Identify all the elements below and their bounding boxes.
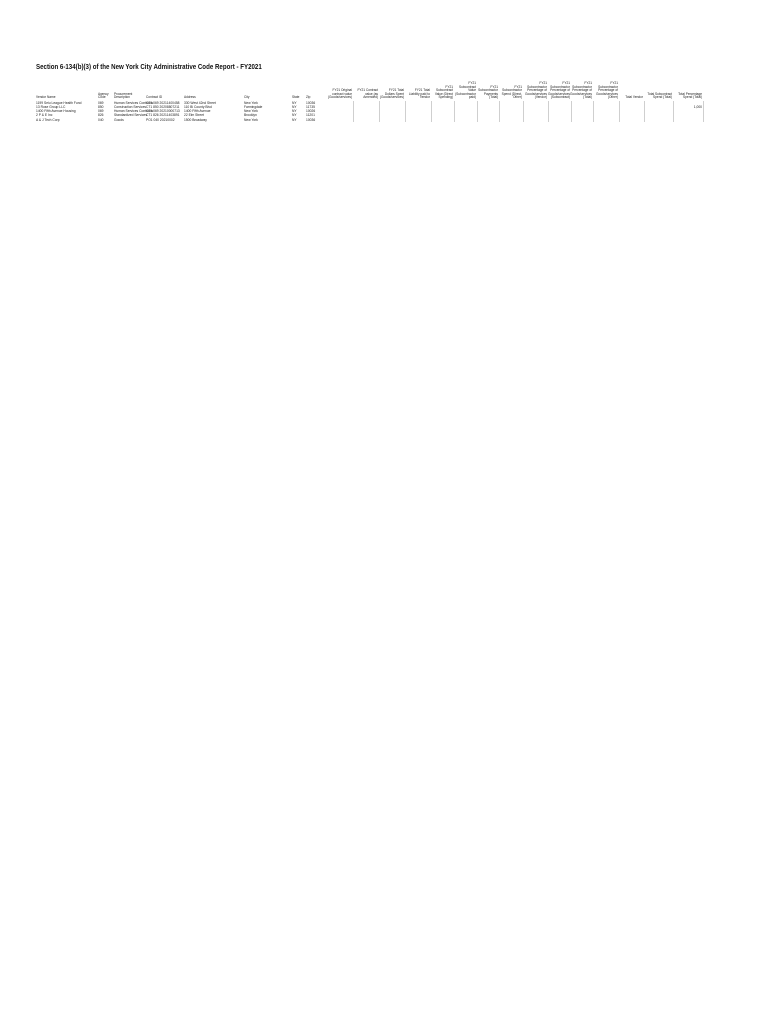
table-cell: 1400 Fifth Avenue Housing: [36, 109, 76, 114]
table-cell: NY: [292, 101, 297, 105]
column-divider: [477, 101, 478, 122]
table-cell: 13 Rose Group LLC: [36, 105, 66, 110]
table-cell: 22 Elm Street: [184, 113, 204, 118]
column-header: City: [244, 95, 250, 100]
column-header: FY21 Original contract value (Goods/services): [327, 88, 352, 100]
column-header: FY21 Subcontractor Payments (Total): [478, 84, 498, 100]
column-divider: [379, 101, 380, 122]
table-cell: A & J Tech Corp: [36, 117, 60, 122]
table-cell: 330 West 42nd Street: [184, 101, 216, 105]
table-cell: 11735: [306, 105, 315, 110]
column-header: Total Percentage Spend (Total): [678, 91, 702, 100]
column-divider: [673, 101, 674, 122]
table-cell: CT1 069 20210000713: [146, 109, 180, 114]
table-cell: 110 Bi County Blvd: [184, 105, 212, 110]
column-divider: [405, 101, 406, 122]
table-cell: 2 P & E Inc: [36, 113, 53, 118]
table-cell: 1199 Seiu League Health Fund: [36, 101, 82, 105]
column-header: FY21 Contract value (as Amended): [357, 88, 378, 100]
column-header: FY21 Subcontractor Percentage of Goods/services (Subcontract): [548, 81, 570, 100]
table-cell: 10036: [306, 117, 316, 122]
table-cell: 10036: [306, 101, 316, 105]
column-header: State: [292, 95, 300, 100]
table-cell: NY: [292, 109, 297, 114]
table-cell: New York: [244, 109, 258, 114]
column-divider: [548, 101, 549, 122]
table-cell: 1500 Broadway: [184, 117, 207, 122]
column-header: FY21 Subcontract Value (Direct Spending): [434, 84, 453, 100]
table-cell: Human Services Contracts: [114, 101, 154, 105]
column-header: FY21 Subcontract Value (Subcontractor paid): [455, 81, 476, 100]
table-cell: Goods: [114, 117, 124, 122]
column-header: Total Vendor: [625, 95, 643, 100]
table-cell: 1400 Fifth Avenue: [184, 109, 211, 114]
column-header: Procurement Description: [114, 91, 133, 100]
column-divider: [523, 101, 524, 122]
table-cell: 040: [98, 117, 104, 122]
table-cell: NY: [292, 113, 297, 118]
column-divider: [353, 101, 354, 122]
column-divider: [454, 101, 455, 122]
table-cell: Brooklyn: [244, 113, 257, 118]
data-table: [36, 101, 736, 122]
column-header: Contract ID: [146, 95, 163, 100]
column-divider: [703, 101, 704, 122]
column-divider: [499, 101, 500, 122]
table-cell: CT1 850 20208807211: [146, 105, 180, 110]
table-cell: CT1 069 20211400458: [146, 101, 180, 105]
table-cell: CT1 826 20211403891: [146, 113, 180, 118]
column-divider: [431, 101, 432, 122]
column-header: FY21 Total Dollars Spent (Goods/services): [379, 88, 404, 100]
table-cell: 850: [98, 105, 104, 110]
column-header: Address: [184, 95, 196, 100]
table-cell: New York: [244, 117, 258, 122]
column-header: Vendor Name: [36, 95, 56, 100]
column-divider: [593, 101, 594, 122]
table-cell: Farmingdale: [244, 105, 263, 110]
column-header: FY21 Subcontractor Percentage of Goods/services (Total): [570, 81, 592, 100]
column-header: Agency Code: [98, 91, 109, 100]
column-divider: [644, 101, 645, 122]
table-cell: 10026: [306, 109, 316, 114]
table-cell: 826: [98, 113, 104, 118]
table-cell: Standardized Services: [114, 113, 147, 118]
column-divider: [619, 101, 620, 122]
table-cell: New York: [244, 101, 258, 105]
table-cell: PO1 040 20210002: [146, 117, 175, 122]
column-divider: [571, 101, 572, 122]
table-cell: 1,000: [693, 105, 702, 110]
table-cell: 11201: [306, 113, 315, 118]
table-cell: 069: [98, 101, 104, 105]
column-header: FY21 Subcontractor Percentage of Goods/services (Other): [596, 81, 618, 100]
table-cell: NY: [292, 105, 297, 110]
column-header: Zip: [306, 95, 311, 100]
table-cell: Construction Services: [114, 105, 147, 110]
table-cell: NY: [292, 117, 297, 122]
column-header: FY21 Subcontractor Spend (Direct, Other): [501, 84, 522, 100]
table-cell: 069: [98, 109, 104, 114]
table-row: [36, 118, 736, 122]
column-header: Total Subcontract Spend (Total): [647, 91, 672, 100]
column-header: FY21 Total Liability paid to Vendor: [408, 88, 430, 100]
column-header: FY21 Subcontractor Percentage of Goods/services (Vendor): [525, 81, 547, 100]
table-cell: Human Services Contracts: [114, 109, 154, 114]
page-title: Section 6-134(b)(3) of the New York City Administrative Code Report - FY2021: [36, 62, 262, 71]
